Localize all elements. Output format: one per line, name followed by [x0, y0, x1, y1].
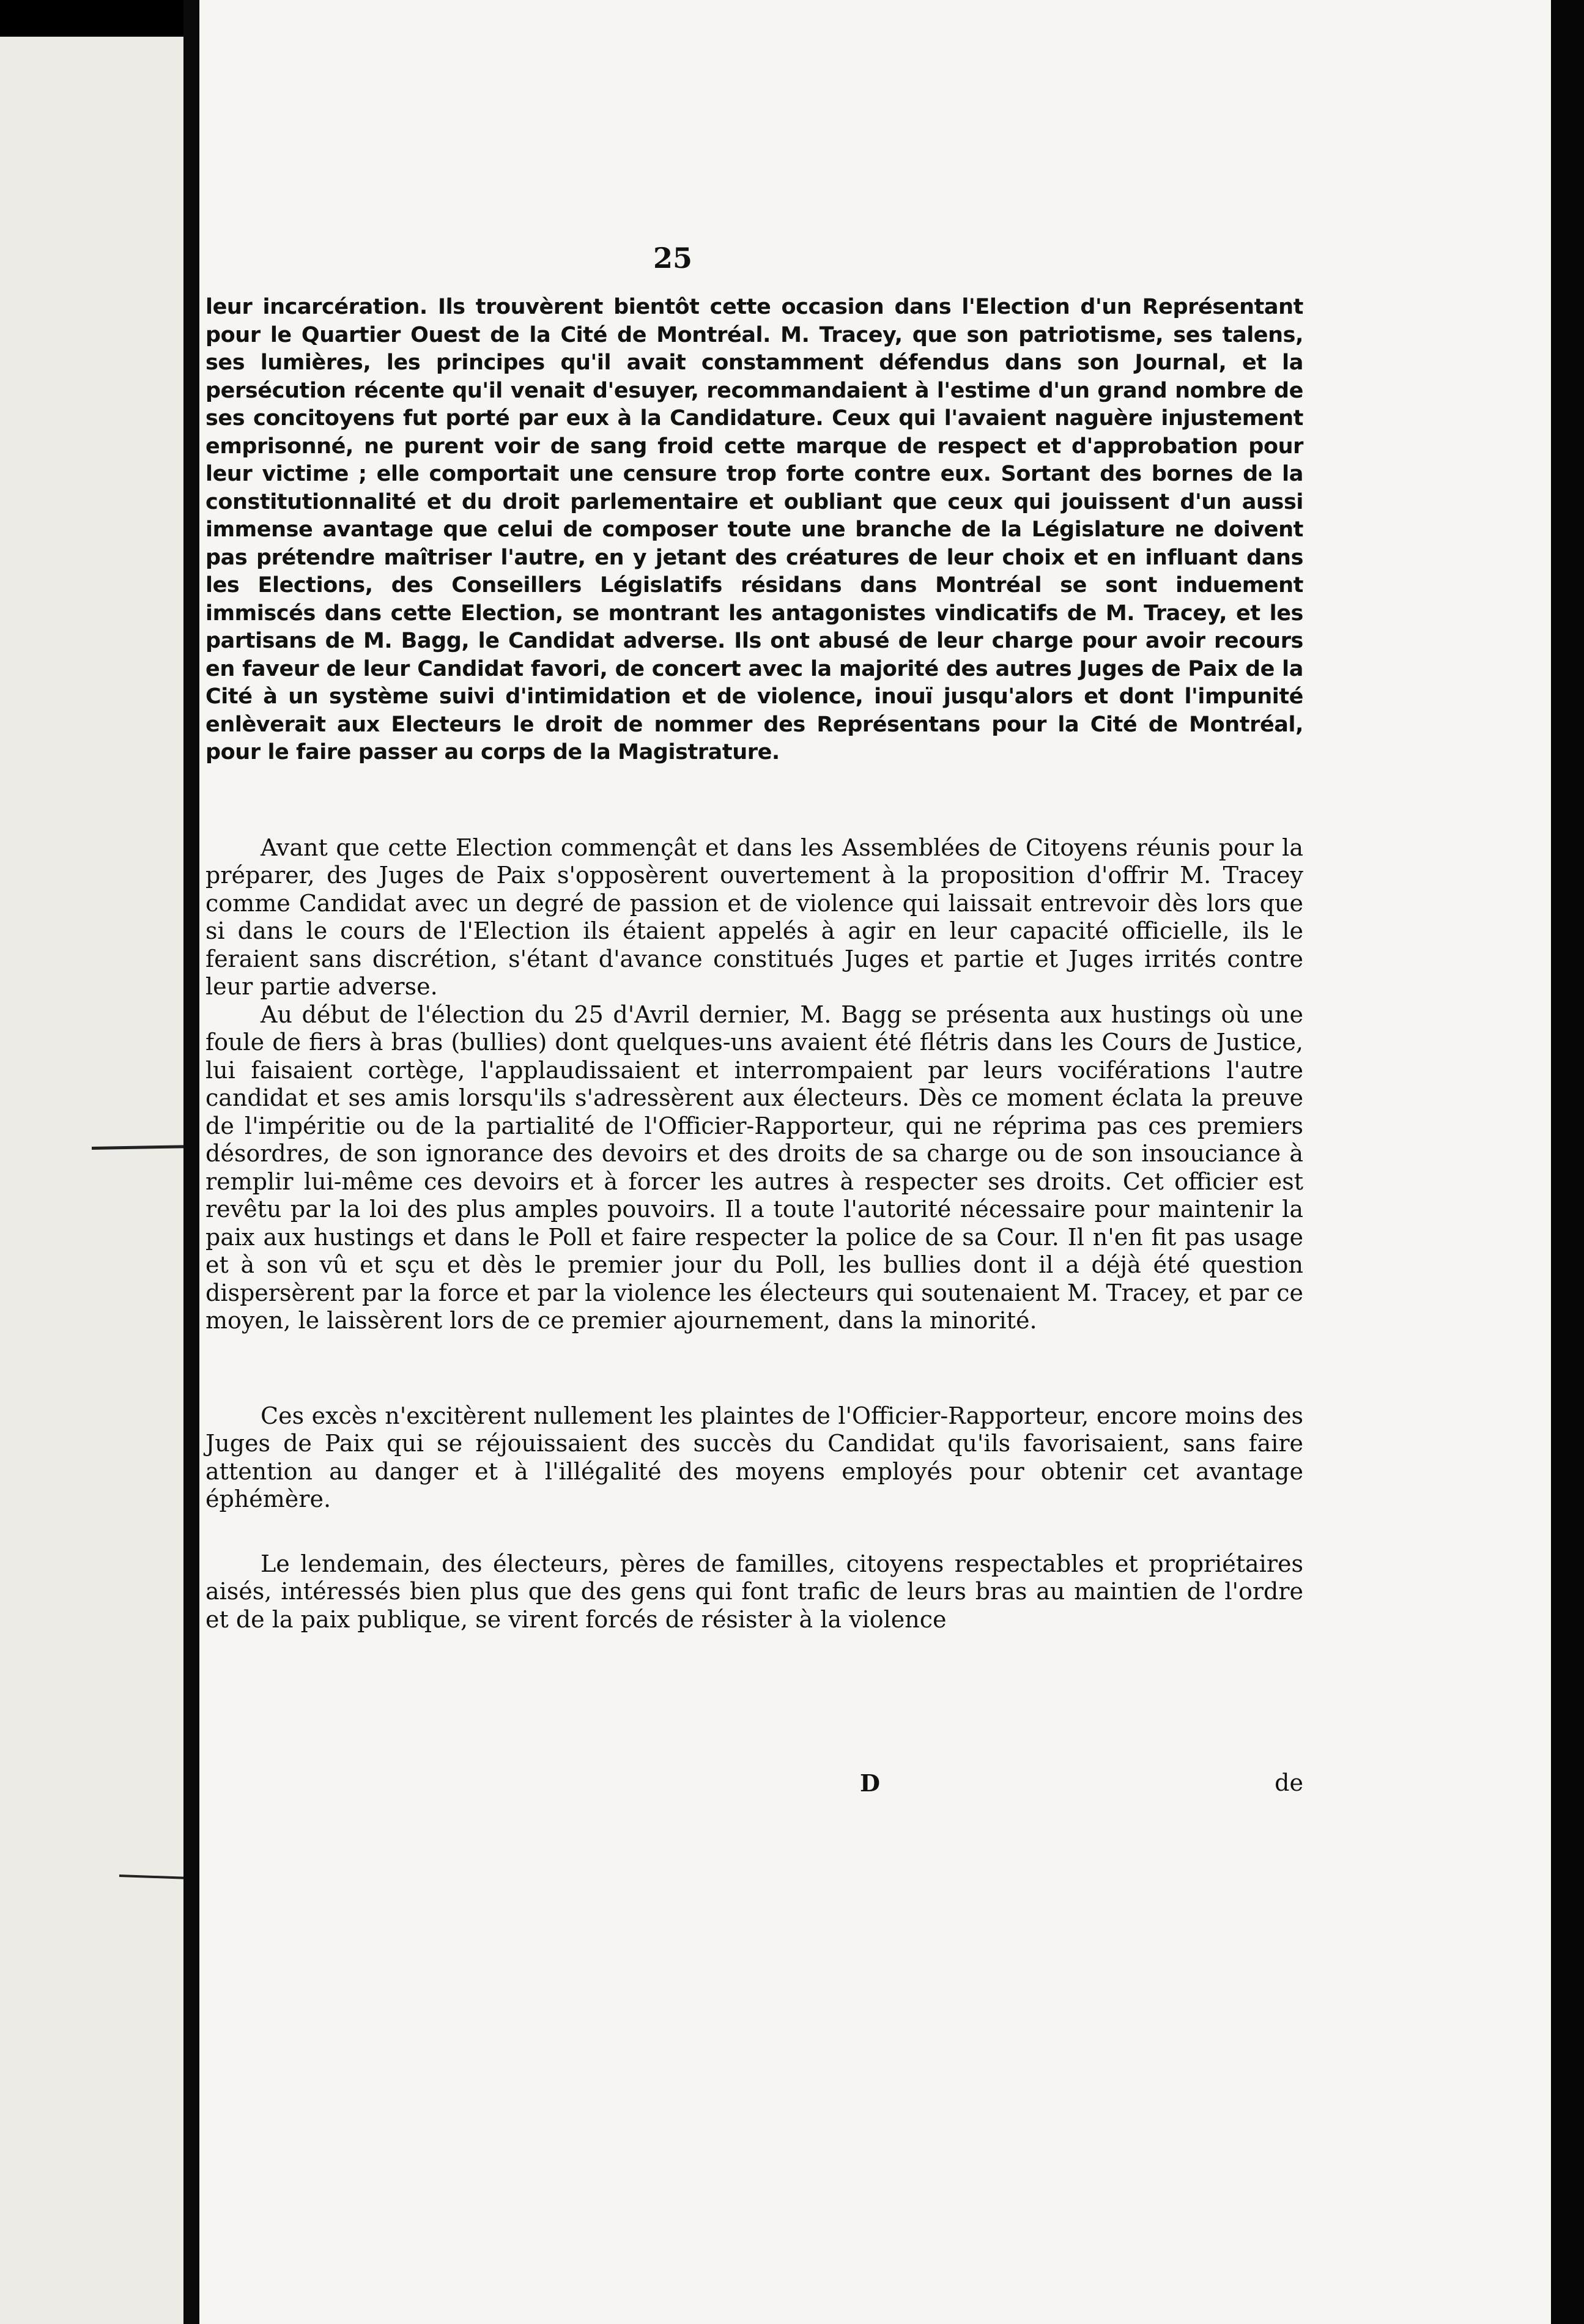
signature-mark: D — [860, 1769, 880, 1797]
previous-page-edge — [0, 37, 183, 2324]
paragraph-2: Avant que cette Election commençât et dans les Assemblées de Citoyens réunis pour la préparer, des Juges de Paix s'opposèrent ouvertement à la proposition d'offrir M. Tracey comme Candidat avec un degré de passion et de violence qui laissait entrevoir dès lors que si dans le cours de l'Election ils étaient appelés à agir en leur capacité officielle, ils le feraient sans discrétion, s'étant d'avance constitués Juges et partie et Juges irrités contre leur partie adverse. — [205, 834, 1303, 1000]
scan-border — [1551, 0, 1584, 2324]
paragraph-5: Le lendemain, des électeurs, pères de familles, citoyens respectables et propriétaires aisés, intéressés bien plus que des gens qui font trafic de leurs bras au maintien de l'ordre et de la paix publique, se virent forcés de résister à la violence — [205, 1550, 1303, 1633]
catchword: de — [1275, 1769, 1303, 1796]
page-footer — [205, 1769, 1303, 1800]
page-number: 25 — [653, 242, 692, 275]
paragraph-4: Ces excès n'excitèrent nullement les plaintes de l'Officier-Rapporteur, encore moins des Juges de Paix qui se réjouissaient des succès du Candidat qu'ils favorisaient, sans faire attention au danger et à l'illégalité des moyens employés pour obtenir cet avantage éphémère. — [205, 1402, 1303, 1512]
page-gutter — [183, 0, 199, 2324]
page-body — [205, 294, 1303, 1634]
paragraph-3: Au début de l'élection du 25 d'Avril dernier, M. Bagg se présenta aux hustings où une foule de fiers à bras (bullies) dont quelques-uns avaient été flétris dans les Cours de Justice, lui faisaient cortège, l'applaudissaient et interrompaient par leurs vociférations l'autre candidat et ses amis lorsqu'ils s'adressèrent aux électeurs. Dès ce moment éclata la preuve de l'impéritie ou de la partialité de l'Officier-Rapporteur, qui ne réprima pas ces premiers désordres, de son ignorance des devoirs et des droits de sa charge ou de son insouciance à remplir lui-même ces devoirs et à forcer les autres à respecter ses droits. Cet officier est revêtu par la loi des plus amples pouvoirs. Il a toute l'autorité nécessaire pour maintenir la paix aux hustings et dans le Poll et faire respecter la police de sa Cour. Il n'en fit pas usage et à son vû et sçu et dès le premier jour du Poll, les bullies dont il a déjà été question dispersèrent par la force et par la violence les électeurs qui soutenaient M. Tracey, et par ce moyen, le laissèrent lors de ce premier ajournement, dans la minorité. — [205, 1001, 1303, 1334]
paragraph-1: leur incarcération. Ils trouvèrent bientôt cette occasion dans l'Election d'un Représentant pour le Quartier Ouest de la Cité de Montréal. M. Tracey, que son patriotisme, ses talens, ses lumières, les principes qu'il avait constamment défendus dans son Journal, et la persécution récente qu'il venait d'esuyer, recommandaient à l'estime d'un grand nombre de ses concitoyens fut porté par eux à la Candidature. Ceux qui l'avaient naguère injustement emprisonné, ne purent voir de sang froid cette marque de respect et d'approbation pour leur victime ; elle comportait une censure trop forte contre eux. Sortant des bornes de la constitutionnalité et du droit parlementaire et oubliant que ceux qui jouissent d'un aussi immense avantage que celui de composer toute une branche de la Législature ne doivent pas prétendre maîtriser l'autre, en y jetant des créatures de leur choix et en influant dans les Elections, des Conseillers Législatifs résidans dans Montréal se sont induement immiscés dans cette Election, se montrant les antagonistes vindicatifs de M. Tracey, et les partisans de M. Bagg, le Candidat adverse. Ils ont abusé de leur charge pour avoir recours en faveur de leur Candidat favori, de concert avec la majorité des autres Juges de Paix de la Cité à un système suivi d'intimidation et de violence, inouï jusqu'alors et dont l'impunité enlèverait aux Electeurs le droit de nommer des Représentans pour la Cité de Montréal, pour le faire passer au corps de la Magistrature. — [205, 295, 1303, 764]
